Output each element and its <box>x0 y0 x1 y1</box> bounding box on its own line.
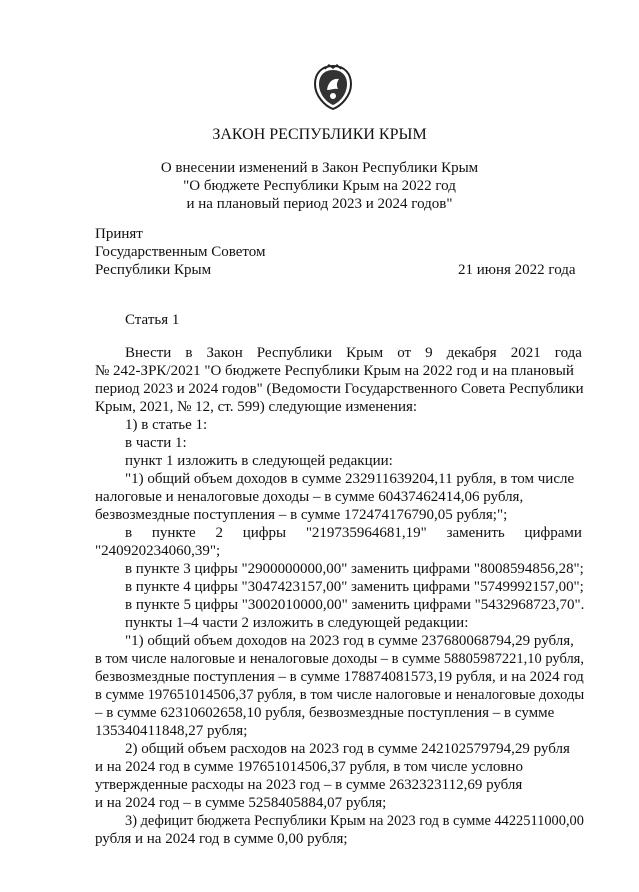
list-item: "240920234060,39"; <box>95 543 221 559</box>
list-item: пункт 1 изложить в следующей редакции: <box>125 453 393 469</box>
list-item: безвозмездные поступления – в сумме 172474176790,05 рубля;"; <box>95 507 508 523</box>
crimea-coat-of-arms-icon <box>313 64 353 110</box>
paragraph-line: Внести в Закон Республики Крым от 9 декабря 2021 года <box>125 345 582 361</box>
adoption-date: 21 июня 2022 года <box>458 262 576 278</box>
list-item: в пункте 4 цифры "3047423157,00" заменить цифрами "5749992157,00"; <box>125 579 584 595</box>
list-item: 2) общий объем расходов на 2023 год в сумме 242102579794,29 рубля <box>125 741 570 757</box>
adoption-line: Республики Крым <box>95 262 212 278</box>
list-item: утвержденные расходы на 2023 год – в сумме 2632323112,69 рубля <box>95 777 523 793</box>
subtitle-line: "О бюджете Республики Крым на 2022 год <box>183 178 456 194</box>
paragraph-line: Крым, 2021, № 12, ст. 599) следующие изменения: <box>95 399 418 415</box>
list-item: – в сумме 62310602658,10 рубля, безвозмездные поступления – в сумме <box>95 705 555 721</box>
list-item: налоговые и неналоговые доходы – в сумме 60437462414,06 рубля, <box>95 489 524 505</box>
list-item: в пункте 5 цифры "3002010000,00" заменить цифрами "5432968723,70". <box>125 597 585 613</box>
paragraph-line: № 242-ЗРК/2021 "О бюджете Республики Крым на 2022 год и на плановый <box>95 363 574 379</box>
list-item: и на 2024 год – в сумме 5258405884,07 рубля; <box>95 795 387 811</box>
adoption-line: Принят <box>95 226 143 242</box>
list-item: 1) в статье 1: <box>125 417 208 433</box>
list-item: рубля и на 2024 год в сумме 0,00 рубля; <box>95 831 348 847</box>
list-item: "1) общий объем доходов на 2023 год в сумме 237680068794,29 рубля, <box>125 633 574 649</box>
list-item: 3) дефицит бюджета Республики Крым на 2023 год в сумме 4422511000,00 <box>125 813 584 829</box>
subtitle-line: О внесении изменений в Закон Республики Крым <box>160 160 479 176</box>
subtitle-line: и на плановый период 2023 и 2024 годов" <box>186 196 453 212</box>
list-item: и на 2024 год в сумме 197651014506,37 рубля, в том числе условно <box>95 759 523 775</box>
list-item: пункты 1–4 части 2 изложить в следующей редакции: <box>125 615 469 631</box>
paragraph-line: период 2023 и 2024 годов" (Ведомости Государственного Совета Республики <box>95 381 584 397</box>
list-item: безвозмездные поступления – в сумме 178874081573,19 рубля, и на 2024 год <box>95 669 584 685</box>
list-item: в части 1: <box>125 435 187 451</box>
law-title: ЗАКОН РЕСПУБЛИКИ КРЫМ <box>212 126 427 143</box>
list-item: в сумме 197651014506,37 рубля, в том числе налоговые и неналоговые доходы <box>95 687 585 703</box>
list-item: в пункте 3 цифры "2900000000,00" заменить цифрами "8008594856,28"; <box>125 561 584 577</box>
list-item: "1) общий объем доходов в сумме 232911639204,11 рубля, в том числе <box>125 471 575 487</box>
adoption-line: Государственным Советом <box>95 244 266 260</box>
article-label: Статья 1 <box>125 312 180 328</box>
list-item: в том числе налоговые и неналоговые доходы – в сумме 58805987221,10 рубля, <box>95 651 584 667</box>
list-item: 135340411848,27 рубля; <box>95 723 248 739</box>
list-item: в пункте 2 цифры "219735964681,19" заменить цифрами <box>125 525 582 541</box>
